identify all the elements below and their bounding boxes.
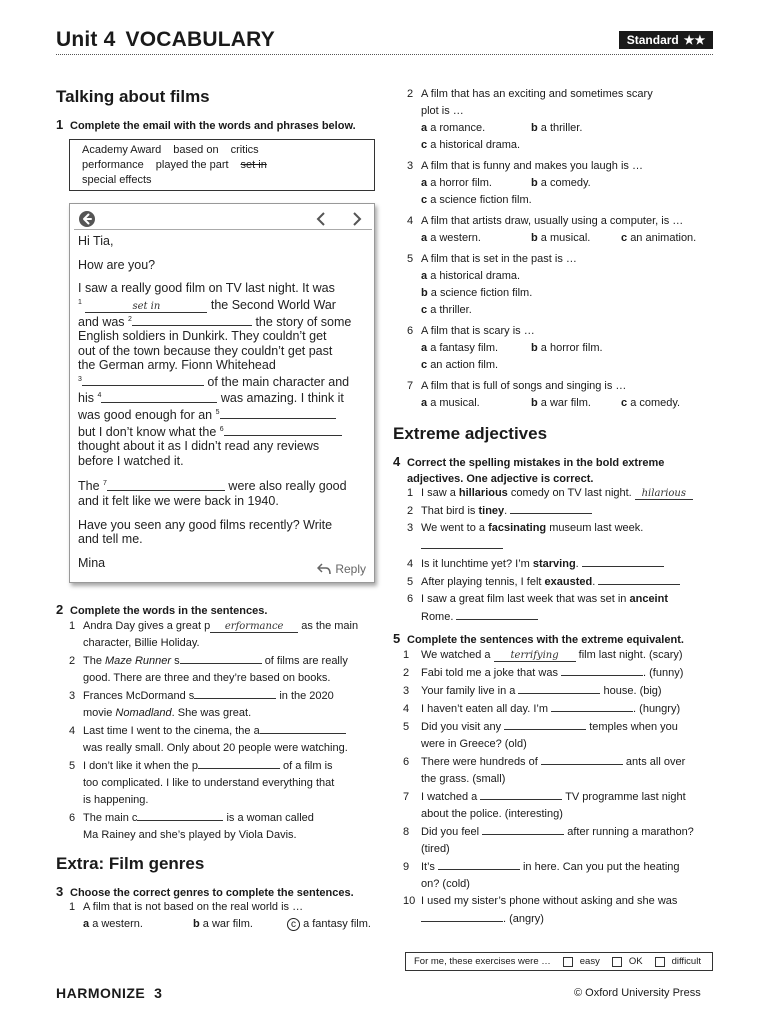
ex4-item: 4 Is it lunchtime yet? I’m starving.	[407, 555, 693, 573]
ex5-blank-4[interactable]	[551, 700, 633, 712]
unit-title: VOCABULARY	[125, 28, 275, 51]
ex4-item: 1 I saw a hillarious comedy on TV last night. hilarious	[407, 485, 693, 502]
ex4-blank-6[interactable]	[456, 608, 538, 620]
ex4-blank-4[interactable]	[582, 555, 664, 567]
ex5-blank-2[interactable]	[561, 664, 643, 676]
email-signature: Mina	[78, 555, 106, 570]
ex4-blank-3[interactable]	[421, 537, 503, 549]
chevron-right-icon[interactable]	[350, 211, 364, 227]
reply-label: Reply	[335, 562, 366, 576]
ex5-blank-3[interactable]	[518, 682, 600, 694]
ex2-item: 6 The main c is a woman called	[69, 809, 358, 827]
ex1-instruction	[56, 117, 356, 132]
email-blank-7[interactable]	[107, 479, 225, 491]
ex1-number: 1	[56, 117, 64, 132]
section-title-film-genres: Extra: Film genres	[56, 854, 205, 873]
ex4-instruction: 4 Correct the spelling mistakes in the bold extreme adjectives. One adjective is correct.	[393, 454, 665, 485]
ex5-blank-7[interactable]	[480, 788, 562, 800]
ex5-item: 4 I haven’t eaten all day. I’m . (hungry)	[403, 700, 694, 718]
email-line: How are you?	[78, 257, 156, 272]
level-label: Standard	[626, 33, 679, 47]
ex5-list: 1 We watched a terrifying film last night. (scary) 2 Fabi told me a joke that was . (funny) 3 Your family live in a house. (big) 4 I haven’t eaten all day. I’m . (hungry) 5 Did you visit any temples when you were in Greece? (old) 6 There were hundreds of ants all over the grass. (small) 7 I watched a TV programme last night about the police. (interesting) 8 Did you feel after running a marathon? (tired) 9 It’s in here. Can you put the heating on? (cold) 10 I used my sister’s phone without asking and she was . (angry)	[403, 649, 694, 925]
ex2-instruction: 2 Complete the words in the sentences.	[56, 602, 268, 617]
ex1-text: Complete the email with the words and phrases below.	[70, 120, 356, 132]
section-title-talking-about-films: Talking about films	[56, 87, 210, 106]
ex5-item: 8 Did you feel after running a marathon?	[403, 823, 694, 841]
ex5-item: 3 Your family live in a house. (big)	[403, 682, 694, 700]
ex2-item: 3 Frances McDormand s in the 2020	[69, 687, 358, 705]
ex4-list: 1 I saw a hillarious comedy on TV last night. hilarious 2 That bird is tiney. 3 We went to a facsinating museum last week. 4 Is it lunchtime yet? I’m starving. 5 After playing tennis, I felt exausted. 6 I saw a great film last week that was set in anceint Rome.	[407, 485, 693, 626]
feedback-option-easy: easy	[579, 956, 600, 967]
ex2-blank-6[interactable]	[137, 809, 223, 821]
ex4-item: 2 That bird is tiney.	[407, 502, 693, 520]
word-item-struck: set in	[240, 159, 267, 171]
brand-name: HARMONIZE	[56, 985, 146, 1001]
level-badge	[619, 31, 713, 49]
reply-button[interactable]	[317, 562, 366, 576]
ex2-list: 1 Andra Day gives a great p erformance as the main character, Billie Holiday. 2 The Maze Runner s of films are really good. There are three and they’re based on books. 3 Frances McDormand s in the 2020 movie Nomadland. She was great. 4 Last time I went to the cinema, the a was really small. Only about 20 people were watching. 5 I don’t like it when the p of a film is too complicated. I like to understand everything that is happening. 6 The main c is a woman called Ma Rainey and she’s played by Viola Davis.	[69, 620, 359, 841]
ex4-blank-2[interactable]	[510, 502, 592, 514]
ex5-blank-6[interactable]	[541, 753, 623, 765]
email-blank-2[interactable]	[132, 314, 252, 326]
brand-level: 3	[154, 985, 163, 1001]
header-rule	[56, 54, 713, 55]
level-stars: ★★	[683, 33, 706, 47]
unit-label: Unit 4	[56, 28, 116, 51]
word-item: played the part	[155, 159, 229, 171]
ex2-blank-1: erformance	[210, 621, 298, 633]
ex5-item: 5 Did you visit any temples when you	[403, 718, 694, 736]
ex5-blank-1: terrifying	[494, 650, 576, 662]
email-blank-4[interactable]	[101, 391, 217, 403]
email-blank-1: set in	[85, 301, 207, 313]
email-paragraph-1: I saw a really good film on TV last night. It was $^1$ set in the Second World War and was $^2$ the story of some English soldiers in Dunkirk. They couldn’t get out of the town because they couldn’t get past the German army. Fionn Whitehead $^3$ of the main character and his $^4$ was amazing. I think it was good enough for an $^5$ but I don’t know what the $^6$ thought about it as I didn’t read any reviews before I watched it.	[78, 281, 352, 468]
ex5-item: 10 I used my sister’s phone without asking and she was	[403, 895, 678, 907]
ex5-item: 1 We watched a terrifying film last night. (scary)	[403, 649, 683, 661]
ex5-blank-10[interactable]	[421, 910, 503, 922]
ex5-item: 2 Fabi told me a joke that was . (funny)	[403, 664, 694, 682]
checkbox-ok[interactable]	[612, 957, 622, 967]
feedback-box	[405, 952, 713, 971]
ex5-blank-9[interactable]	[438, 858, 520, 870]
ex4-item: 6 I saw a great film last week that was set in anceint	[407, 593, 668, 605]
checkbox-easy[interactable]	[563, 957, 573, 967]
ex2-blank-5[interactable]	[198, 757, 280, 769]
word-box	[69, 139, 375, 191]
word-item: Academy Award	[82, 144, 162, 156]
ex5-blank-5[interactable]	[504, 718, 586, 730]
ex4-blank-1: hilarious	[635, 488, 693, 500]
ex2-item: 1 Andra Day gives a great p erformance as the main	[69, 620, 359, 632]
word-item: performance	[82, 159, 144, 171]
page-title	[56, 28, 275, 52]
reply-icon	[317, 563, 331, 575]
chevron-left-icon[interactable]	[314, 211, 328, 227]
email-blank-6[interactable]	[224, 424, 342, 436]
copyright: © Oxford University Press	[574, 987, 701, 999]
ex2-item: 4 Last time I went to the cinema, the a	[69, 722, 358, 740]
ex4-blank-5[interactable]	[598, 573, 680, 585]
ex3-instruction: 3 Choose the correct genres to complete the sentences.	[56, 884, 354, 899]
section-title-extreme-adjectives: Extreme adjectives	[393, 424, 548, 443]
checkbox-difficult[interactable]	[655, 957, 665, 967]
ex4-item: 5 After playing tennis, I felt exausted.	[407, 573, 693, 591]
word-item: based on	[173, 144, 219, 156]
ex2-blank-3[interactable]	[194, 687, 276, 699]
ex5-item: 9 It’s in here. Can you put the heating	[403, 858, 694, 876]
feedback-label: For me, these exercises were …	[414, 956, 551, 967]
ex5-blank-8[interactable]	[482, 823, 564, 835]
ex2-blank-4[interactable]	[260, 722, 346, 734]
ex3-items-right: 2 A film that has an exciting and sometimes scary plot is … a a romance. b a thriller. c a historical drama. 3 A film that is funny and makes you laugh is … a a horror film. b a comedy. c a science fiction film. 4 A film that artists draw, usually using a computer, is … a a western. b a musical. c an animation. 5 A film that is set in the past is … a a historical drama. b a science fiction film. c a thriller. 6 A film that is scary is … a a fantasy film. b a horror film. c an action film. 7 A film that is full of songs and singing is … a a musical. b a war film. c a comedy.	[407, 88, 697, 409]
email-paragraph-2: The $^7$ were also really good and it felt like we were back in 1940.	[78, 479, 347, 509]
answer-circle: c	[287, 918, 300, 931]
word-item: critics	[230, 144, 259, 156]
email-window	[69, 203, 375, 583]
ex2-item: 5 I don’t like it when the p of a film is	[69, 757, 358, 775]
email-greeting: Hi Tia,	[78, 234, 114, 248]
email-paragraph-3: Have you seen any good films recently? Write and tell me.	[78, 517, 333, 547]
ex2-item: 2 The Maze Runner s of films are really	[69, 652, 358, 670]
brand-footer	[56, 985, 162, 1001]
email-toolbar	[74, 208, 372, 230]
back-arrow-icon[interactable]	[78, 210, 96, 228]
ex5-instruction: 5 Complete the sentences with the extreme equivalent.	[393, 631, 684, 646]
email-blank-5[interactable]	[220, 407, 336, 419]
ex2-blank-2[interactable]	[180, 652, 262, 664]
email-body	[78, 234, 368, 579]
word-item: special effects	[82, 174, 152, 186]
ex4-item: 3 We went to a facsinating museum last week.	[407, 522, 644, 534]
ex3-item-1: 1 A film that is not based on the real world is … a a western. b a war film. c a fantasy film.	[69, 901, 371, 930]
ex5-item: 7 I watched a TV programme last night	[403, 788, 694, 806]
feedback-option-difficult: difficult	[671, 956, 701, 967]
ex5-item: 6 There were hundreds of ants all over	[403, 753, 694, 771]
email-blank-3[interactable]	[82, 374, 204, 386]
feedback-option-ok: OK	[628, 956, 643, 967]
